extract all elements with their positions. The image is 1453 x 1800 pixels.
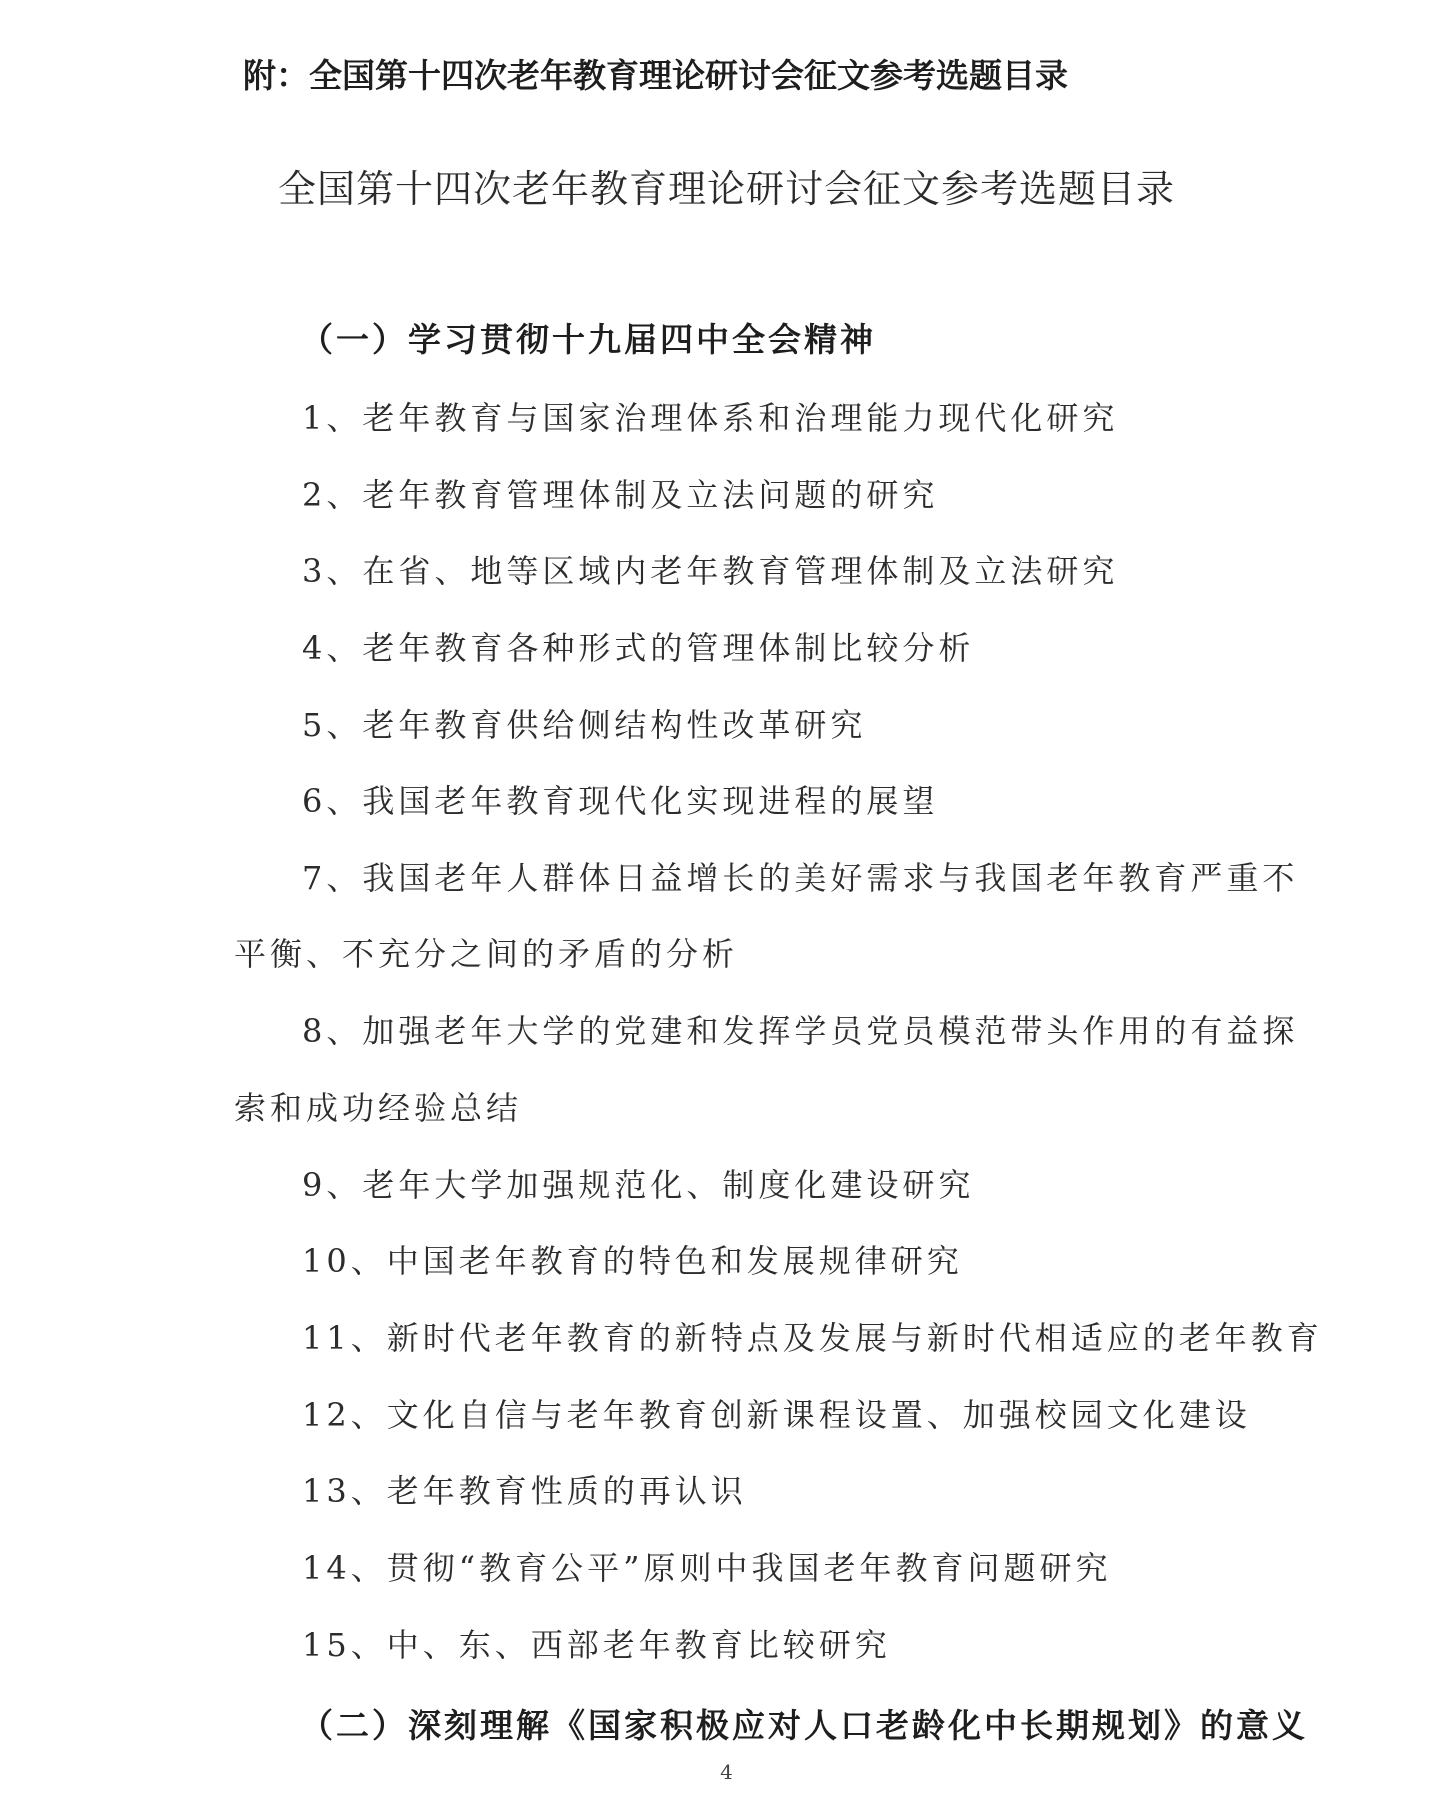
list-item-8-continued: 索和成功经验总结 <box>234 1089 523 1127</box>
list-item-14: 14、贯彻“教育公平”原则中我国老年教育问题研究 <box>302 1549 1112 1587</box>
page-number: 4 <box>720 1760 733 1784</box>
list-item-2: 2、老年教育管理体制及立法问题的研究 <box>302 476 939 514</box>
list-item-1: 1、老年教育与国家治理体系和治理能力现代化研究 <box>302 399 1119 437</box>
document-title: 全国第十四次老年教育理论研讨会征文参考选题目录 <box>277 167 1175 211</box>
list-item-3: 3、在省、地等区域内老年教育管理体制及立法研究 <box>302 552 1119 590</box>
attachment-heading: 附：全国第十四次老年教育理论研讨会征文参考选题目录 <box>243 56 1068 95</box>
list-item-9: 9、老年大学加强规范化、制度化建设研究 <box>302 1166 975 1204</box>
list-item-5: 5、老年教育供给侧结构性改革研究 <box>302 706 867 744</box>
list-item-4: 4、老年教育各种形式的管理体制比较分析 <box>302 629 975 667</box>
list-item-8: 8、加强老年大学的党建和发挥学员党员模范带头作用的有益探 <box>302 1012 1299 1050</box>
list-item-7-continued: 平衡、不充分之间的矛盾的分析 <box>234 935 739 973</box>
list-item-12: 12、文化自信与老年教育创新课程设置、加强校园文化建设 <box>302 1396 1251 1434</box>
list-item-11: 11、新时代老年教育的新特点及发展与新时代相适应的老年教育 <box>302 1319 1323 1357</box>
list-item-15: 15、中、东、西部老年教育比较研究 <box>302 1626 891 1664</box>
list-item-7: 7、我国老年人群体日益增长的美好需求与我国老年教育严重不 <box>302 859 1299 897</box>
list-item-13: 13、老年教育性质的再认识 <box>302 1472 747 1510</box>
section-heading-1: （一）学习贯彻十九届四中全会精神 <box>300 320 876 359</box>
list-item-10: 10、中国老年教育的特色和发展规律研究 <box>302 1242 963 1280</box>
section-heading-2: （二）深刻理解《国家积极应对人口老龄化中长期规划》的意义 <box>300 1706 1308 1745</box>
list-item-6: 6、我国老年教育现代化实现进程的展望 <box>302 782 939 820</box>
